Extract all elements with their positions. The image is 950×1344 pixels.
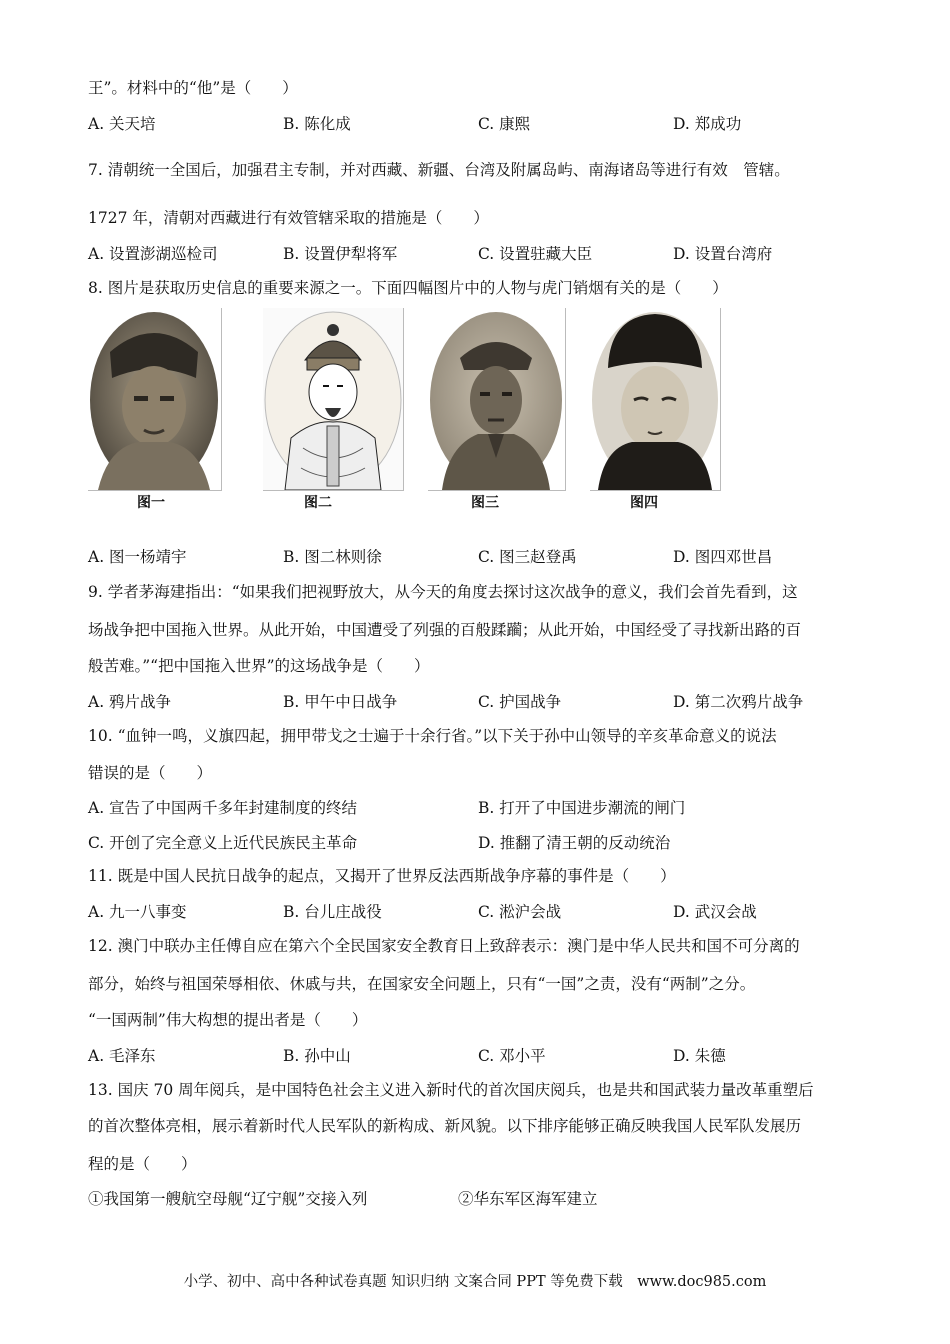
q7-option-c: C. 设置驻藏大臣	[478, 245, 593, 263]
q13-items	[88, 1187, 868, 1209]
q10-options-row2	[88, 831, 868, 853]
q9-stem-line3: 般苦难。”“把中国拖入世界”的这场战争是（ ）	[88, 657, 430, 675]
q6-option-b: B. 陈化成	[283, 115, 351, 133]
caption-figure-2: 图二	[304, 495, 332, 511]
portrait-figure-1	[88, 308, 222, 491]
q7-stem-line2: 1727 年，清朝对西藏进行有效管辖采取的措施是（ ）	[88, 209, 489, 227]
q12-stem-line1: 12. 澳门中联办主任傅自应在第六个全民国家安全教育日上致辞表示：澳门是中华人民共和国不可分离的	[88, 937, 800, 955]
q11-option-c: C. 淞沪会战	[478, 903, 562, 921]
q6-stem: 王”。材料中的“他”是（ ）	[88, 79, 298, 97]
q7-option-a: A. 设置澎湖巡检司	[88, 245, 218, 263]
q6-option-a: A. 关天培	[88, 115, 156, 133]
q10-option-a: A. 宣告了中国两千多年封建制度的终结	[88, 799, 358, 817]
q10-option-c: C. 开创了完全意义上近代民族民主革命	[88, 834, 358, 852]
q11-options	[88, 900, 868, 922]
portrait-figure-4	[590, 308, 721, 491]
q7-options	[88, 242, 868, 264]
q13-item-1: ①我国第一艘航空母舰“辽宁舰”交接入列	[88, 1190, 368, 1208]
q8-option-d: D. 图四邓世昌	[673, 548, 773, 566]
q7-option-d: D. 设置台湾府	[673, 245, 773, 263]
q10-option-d: D. 推翻了清王朝的反动统治	[478, 834, 671, 852]
q11-stem: 11. 既是中国人民抗日战争的起点，又揭开了世界反法西斯战争序幕的事件是（ ）	[88, 867, 676, 885]
q10-stem-line1: 10. “血钟一鸣，义旗四起，拥甲带戈之士遍于十余行省。”以下关于孙中山领导的辛亥革命意义的说法	[88, 727, 777, 745]
q12-stem-line3: “一国两制”伟大构想的提出者是（ ）	[88, 1011, 368, 1029]
q12-options	[88, 1044, 868, 1066]
q8-stem: 8. 图片是获取历史信息的重要来源之一。下面四幅图片中的人物与虎门销烟有关的是（ ）	[88, 279, 728, 297]
q12-option-b: B. 孙中山	[283, 1047, 351, 1065]
q6-options	[88, 112, 868, 134]
caption-figure-3: 图三	[471, 495, 499, 511]
portrait-figure-3	[428, 308, 566, 491]
q11-option-a: A. 九一八事变	[88, 903, 187, 921]
q13-stem-line3: 程的是（ ）	[88, 1155, 197, 1173]
q11-option-b: B. 台儿庄战役	[283, 903, 382, 921]
q9-option-c: C. 护国战争	[478, 693, 562, 711]
q13-item-2: ②华东军区海军建立	[458, 1190, 598, 1208]
q12-option-a: A. 毛泽东	[88, 1047, 156, 1065]
caption-figure-4: 图四	[630, 495, 658, 511]
q9-stem-line2: 场战争把中国拖入世界。从此开始，中国遭受了列强的百般蹂躏；从此开始，中国经受了寻找新出路的百	[88, 621, 802, 639]
q12-option-c: C. 邓小平	[478, 1047, 546, 1065]
q12-stem-line2: 部分，始终与祖国荣辱相依、休戚与共，在国家安全问题上，只有“一国”之责，没有“两制”之分。	[88, 975, 756, 993]
q8-option-b: B. 图二林则徐	[283, 548, 382, 566]
q10-option-b: B. 打开了中国进步潮流的闸门	[478, 799, 686, 817]
q8-options	[88, 545, 868, 567]
q9-options	[88, 690, 868, 712]
q10-stem-line2: 错误的是（ ）	[88, 764, 213, 782]
q9-option-a: A. 鸦片战争	[88, 693, 172, 711]
q6-option-c: C. 康熙	[478, 115, 531, 133]
page-footer: 小学、初中、高中各种试卷真题 知识归纳 文案合同 PPT 等免费下载 www.doc985.com	[183, 1274, 767, 1290]
q6-option-d: D. 郑成功	[673, 115, 742, 133]
q9-option-d: D. 第二次鸦片战争	[673, 693, 804, 711]
q12-option-d: D. 朱德	[673, 1047, 726, 1065]
q11-option-d: D. 武汉会战	[673, 903, 757, 921]
q13-stem-line1: 13. 国庆 70 周年阅兵，是中国特色社会主义进入新时代的首次国庆阅兵，也是共和国武装力量改革重塑后	[88, 1081, 814, 1099]
q8-option-c: C. 图三赵登禹	[478, 548, 577, 566]
q7-option-b: B. 设置伊犁将军	[283, 245, 398, 263]
portrait-figure-2	[263, 308, 404, 491]
q7-stem-line1: 7. 清朝统一全国后，加强君主专制，并对西藏、新疆、台湾及附属岛屿、南海诸岛等进行有效 管辖。	[88, 161, 790, 179]
q9-option-b: B. 甲午中日战争	[283, 693, 398, 711]
q8-option-a: A. 图一杨靖宇	[88, 548, 187, 566]
q9-stem-line1: 9. 学者茅海建指出：“如果我们把视野放大，从今天的角度去探讨这次战争的意义，我们会首先看到，这	[88, 583, 798, 601]
q10-options-row1	[88, 796, 868, 818]
caption-figure-1: 图一	[137, 495, 165, 511]
q13-stem-line2: 的首次整体亮相，展示着新时代人民军队的新构成、新风貌。以下排序能够正确反映我国人民军队发展历	[88, 1117, 802, 1135]
